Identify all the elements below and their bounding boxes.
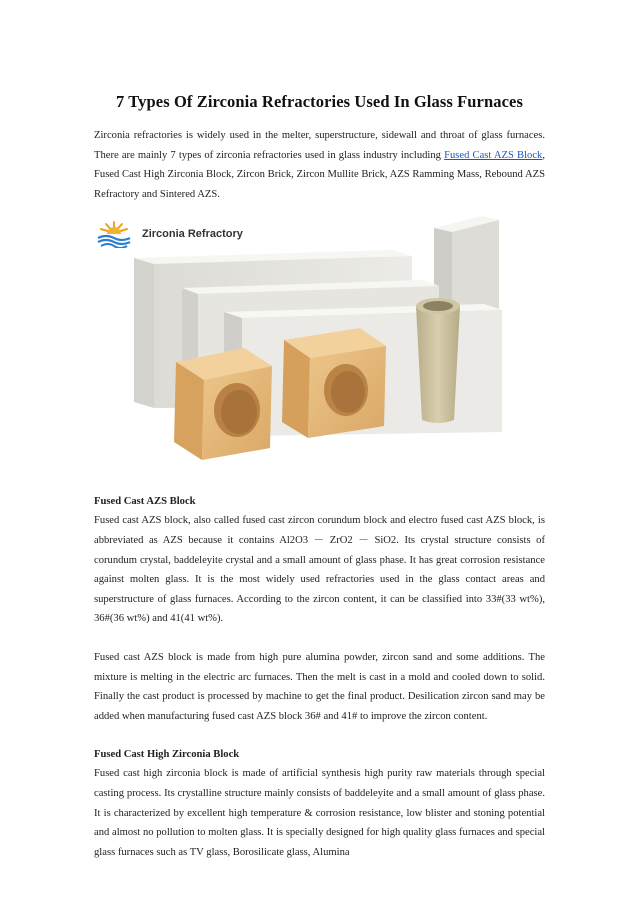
fused-cast-azs-link[interactable]: Fused Cast AZS Block [444,149,543,161]
section-heading-fused-cast-azs: Fused Cast AZS Block [94,496,196,508]
product-photo [94,210,545,470]
logo-text: Zirconia Refractory [142,228,243,241]
intro-text-start: Zirconia refractories is widely used in the melter, superstructure, sidewall and throat of glass furnaces. There are mainly 7 types of zirconia refractories used in glass industry including [94,130,545,161]
section-paragraph: Fused cast AZS block, also called fused cast zircon corundum block and electro fused cast AZS block, is abbreviated as AZS because it contains Al2O3 － ZrO2 － SiO2. Its crystal structure consists of corundum crystal, baddeleyite crystal and a small amount of glass phase. It has great corrosion resistance against molten glass. It is the most widely used refractories used in the glass contact areas and superstructure of glass furnaces. According to the zircon content, it can be classified into 33#(33 wt%), 36#(36 wt%) and 41(41 wt%). [94,515,545,625]
section-paragraph: Fused cast high zirconia block is made of artificial synthesis high purity raw materials through special casting process. Its crystalline structure mainly consists of baddeleyite and a small amount of glass phase. It is characterized by excellent high temperature & corrosion resistance, low blister and stoning potential and almost no pollution to molten glass. It is specially designed for high quality glass furnaces and special glass furnaces such as TV glass, Borosilicate glass, Alumina [94,768,545,858]
document-page [94,92,545,862]
intro-paragraph [94,126,545,204]
intro-text-end: , Fused Cast High Zirconia Block, Zircon Brick, Zircon Mullite Brick, AZS Ramming Mass, Rebound AZS Refractory and Sintered AZS. [94,149,545,200]
page-title: 7 Types Of Zirconia Refractories Used In Glass Furnaces [116,92,523,111]
section-paragraph: Fused cast AZS block is made from high pure alumina powder, zircon sand and some additions. The mixture is melting in the electric arc furnaces. Then the melt is cast in a mold and cooled down to solid. Finally the cast product is processed by machine to get the final product. Desilication zircon sand may be added when manufacturing fused cast AZS block 36# and 41# to improve the zircon content. [94,651,545,722]
section-heading-high-zirconia: Fused Cast High Zirconia Block [94,749,240,761]
refractory-bricks-illustration [94,210,545,470]
